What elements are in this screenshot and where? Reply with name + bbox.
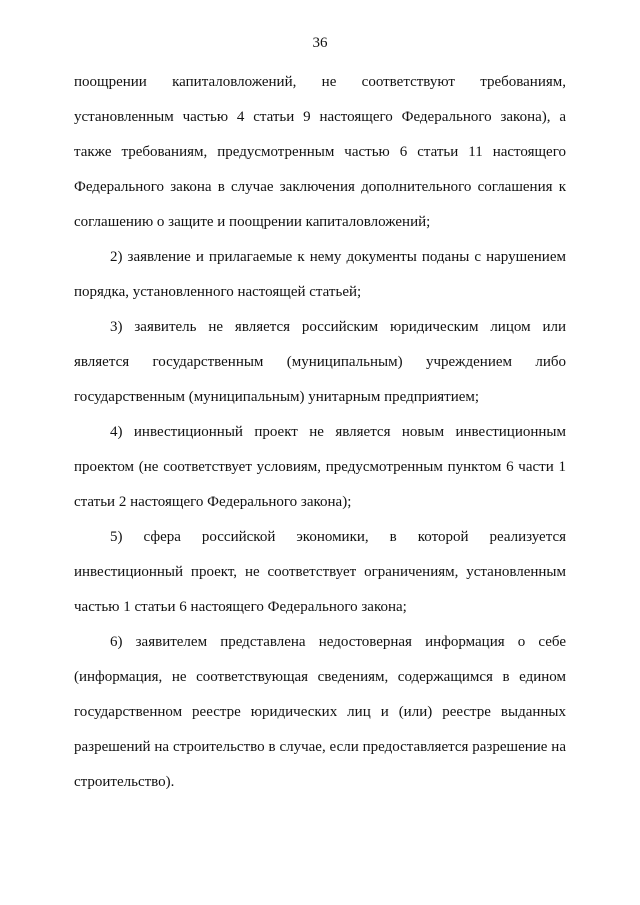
list-item-3: 3) заявитель не является российским юридическим лицом или является государственным (муниципальным) учреждением либо государственным (муниципальным) унитарным предприятием; [74, 319, 566, 405]
document-body [74, 65, 566, 800]
paragraph-continuation: поощрении капиталовложений, не соответствуют требованиям, установленным частью 4 статьи 9 настоящего Федерального закона), а также требованиям, предусмотренным частью 6 статьи 11 настоящего Федерального закона в случае заключения дополнительного соглашения к соглашению о защите и поощрении капиталовложений; [74, 74, 566, 230]
page-number: 36 [312, 35, 328, 51]
list-item-4: 4) инвестиционный проект не является новым инвестиционным проектом (не соответствует условиям, предусмотренным пунктом 6 части 1 статьи 2 настоящего Федерального закона); [74, 424, 566, 510]
list-item-2: 2) заявление и прилагаемые к нему документы поданы с нарушением порядка, установленного настоящей статьей; [74, 249, 566, 300]
list-item-6: 6) заявителем представлена недостоверная информация о себе (информация, не соответствующая сведениям, содержащимся в едином государственном реестре юридических лиц и (или) реестре выданных разрешений на строительство в случае, если предоставляется разрешение на строительство). [74, 634, 566, 790]
list-item-5: 5) сфера российской экономики, в которой реализуется инвестиционный проект, не соответствует ограничениям, установленным частью 1 статьи 6 настоящего Федерального закона; [74, 529, 566, 615]
